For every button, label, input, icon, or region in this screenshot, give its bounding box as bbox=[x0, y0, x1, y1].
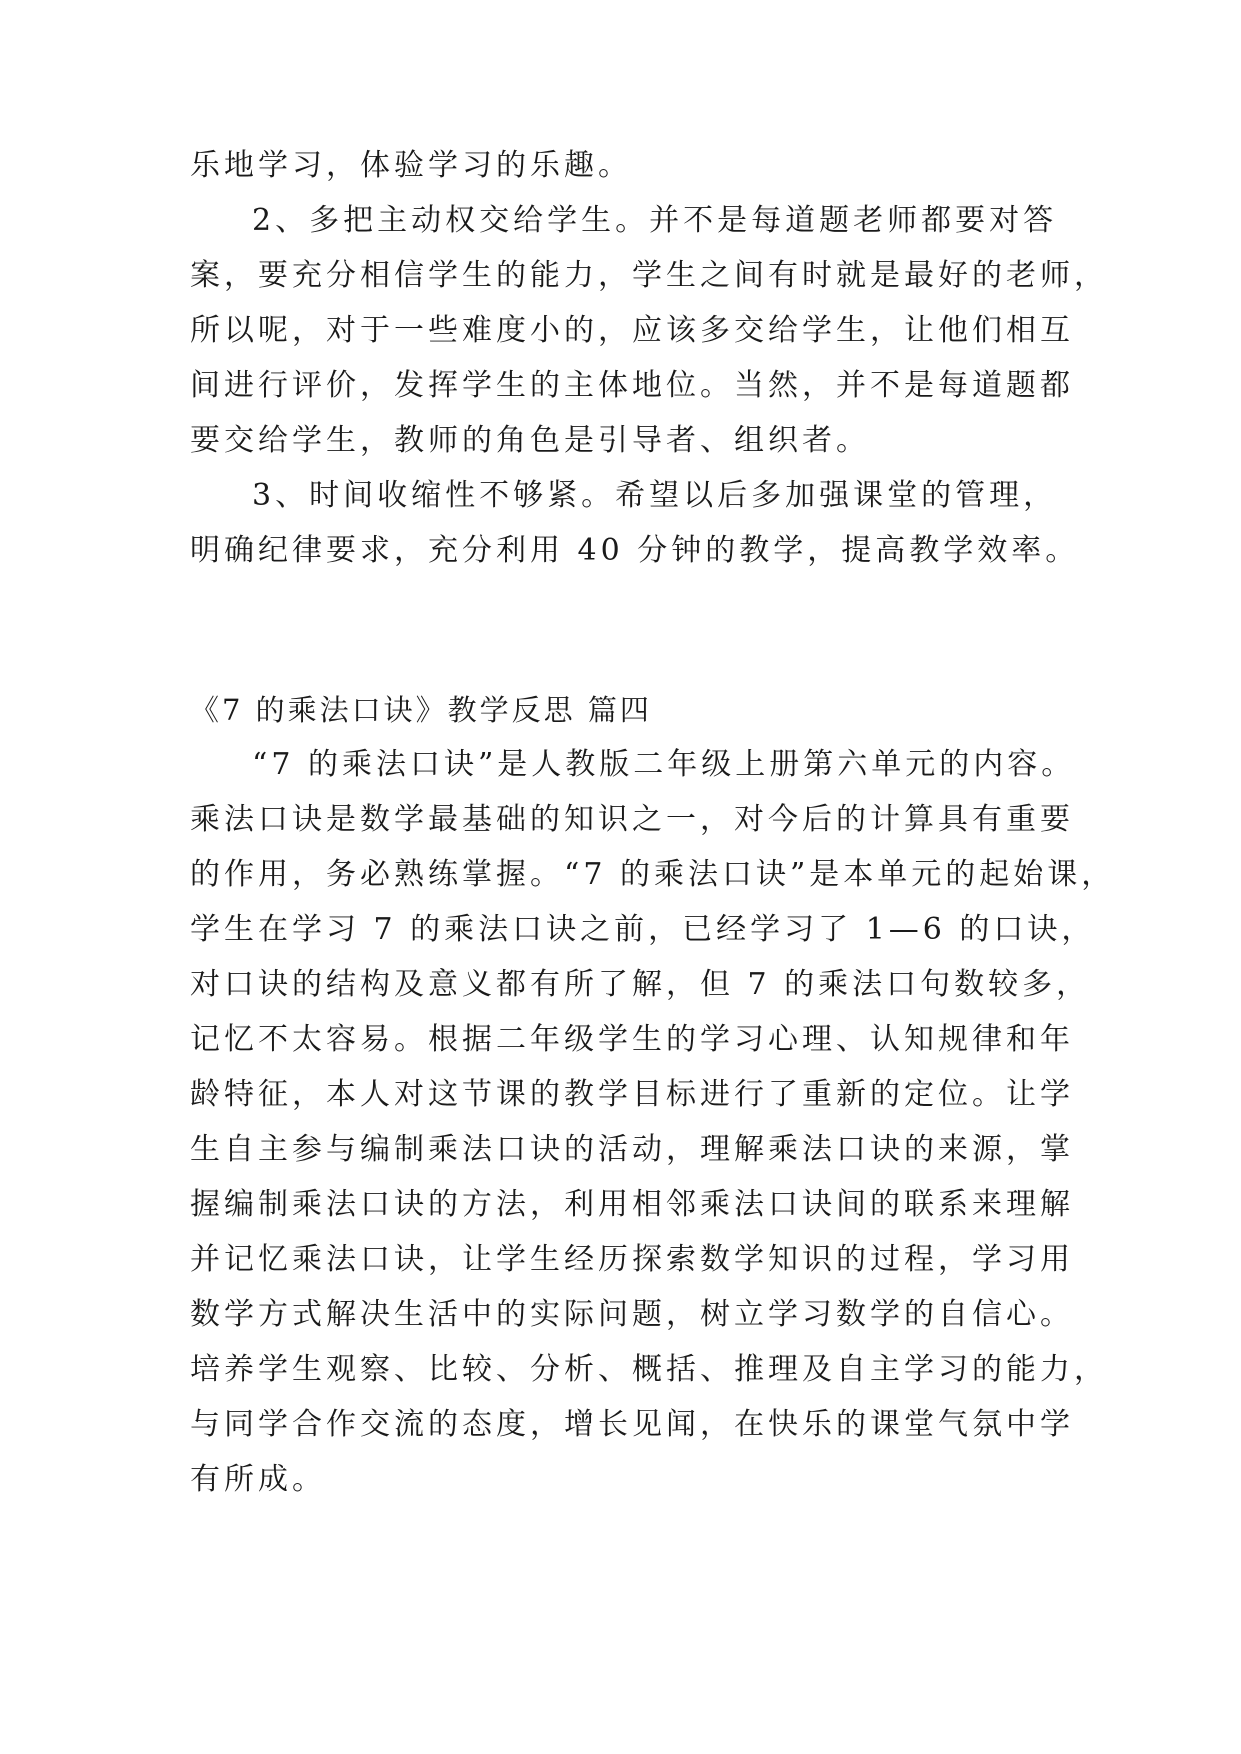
paragraph-line: 所以呢，对于一些难度小的，应该多交给学生，让他们相互 bbox=[190, 313, 1074, 348]
section-heading: 《7 的乘法口诀》教学反思 篇四 bbox=[190, 693, 652, 727]
paragraph-line: 案，要充分相信学生的能力，学生之间有时就是最好的老师， bbox=[190, 258, 1108, 293]
paragraph-line: 龄特征，本人对这节课的教学目标进行了重新的定位。让学 bbox=[190, 1077, 1074, 1112]
paragraph-line: 并记忆乘法口诀，让学生经历探索数学知识的过程，学习用 bbox=[190, 1242, 1074, 1277]
paragraph-line: 乐地学习，体验学习的乐趣。 bbox=[190, 148, 632, 183]
paragraph-line: 学生在学习 7 的乘法口诀之前，已经学习了 1—6 的口诀， bbox=[190, 912, 1096, 947]
paragraph-line: 生自主参与编制乘法口诀的活动，理解乘法口诀的来源，掌 bbox=[190, 1132, 1074, 1167]
paragraph-line: 2、多把主动权交给学生。并不是每道题老师都要对答 bbox=[252, 203, 1058, 238]
paragraph-line: 乘法口诀是数学最基础的知识之一，对今后的计算具有重要 bbox=[190, 802, 1074, 837]
paragraph-line: 要交给学生，教师的角色是引导者、组织者。 bbox=[190, 423, 870, 458]
paragraph-line: 的作用，务必熟练掌握。“7 的乘法口诀”是本单元的起始课， bbox=[190, 857, 1116, 892]
paragraph-line: 记忆不太容易。根据二年级学生的学习心理、认知规律和年 bbox=[190, 1022, 1074, 1057]
paragraph-line: 3、时间收缩性不够紧。希望以后多加强课堂的管理， bbox=[252, 478, 1058, 513]
paragraph-line: 与同学合作交流的态度，增长见闻，在快乐的课堂气氛中学 bbox=[190, 1407, 1074, 1442]
paragraph-line: 培养学生观察、比较、分析、概括、推理及自主学习的能力， bbox=[190, 1352, 1108, 1387]
paragraph-line: 握编制乘法口诀的方法，利用相邻乘法口诀间的联系来理解 bbox=[190, 1187, 1074, 1222]
paragraph-line: 有所成。 bbox=[190, 1462, 326, 1497]
paragraph-line: 明确纪律要求，充分利用 40 分钟的教学，提高教学效率。 bbox=[190, 533, 1080, 568]
paragraph-line: 数学方式解决生活中的实际问题，树立学习数学的自信心。 bbox=[190, 1297, 1074, 1332]
paragraph-line: “7 的乘法口诀”是人教版二年级上册第六单元的内容。 bbox=[252, 747, 1076, 782]
paragraph-line: 间进行评价，发挥学生的主体地位。当然，并不是每道题都 bbox=[190, 368, 1074, 403]
paragraph-line: 对口诀的结构及意义都有所了解，但 7 的乘法口句数较多， bbox=[190, 967, 1091, 1002]
